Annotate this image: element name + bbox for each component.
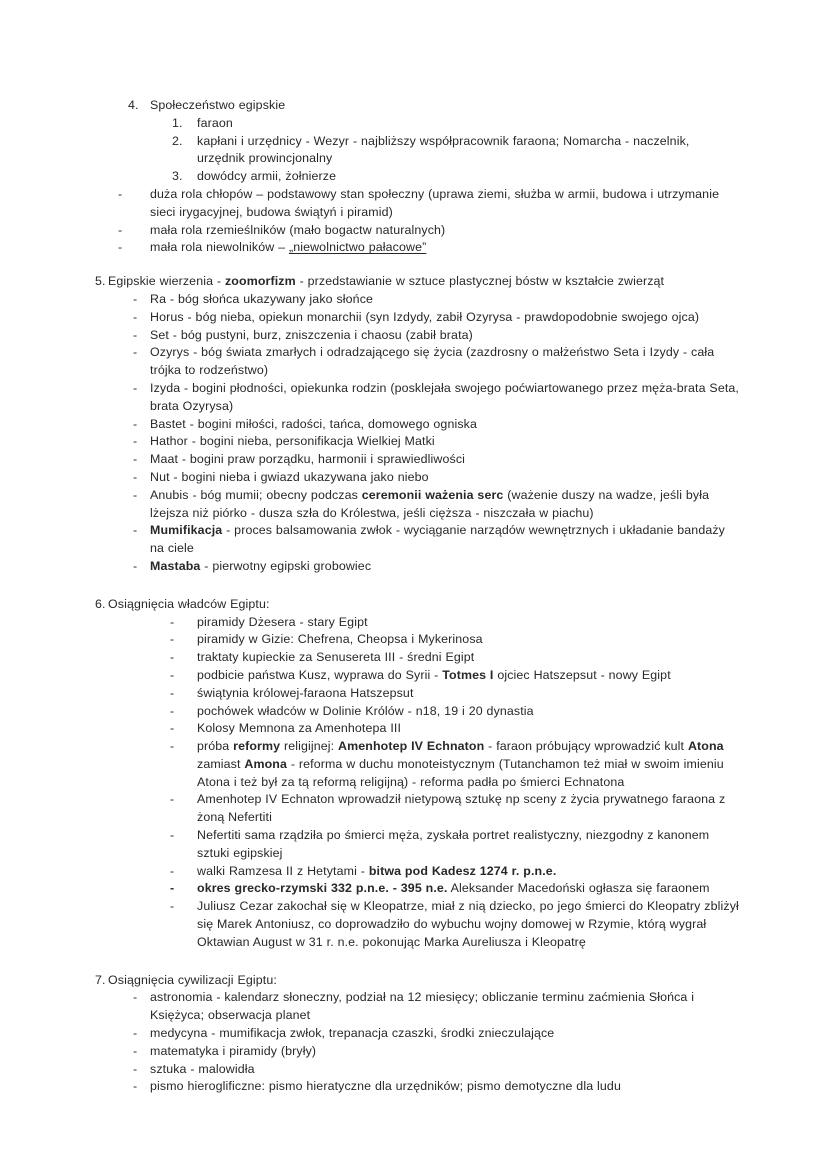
plain-text: - przedstawianie w sztuce plastycznej bóstw w kształcie zwierząt [295, 274, 665, 289]
list-item [0, 827, 828, 863]
list-item-text [197, 667, 740, 685]
plain-text: walki Ramzesa II z Hetytami - [197, 863, 369, 878]
heading-text [108, 273, 740, 291]
list-item [0, 487, 828, 523]
list-item-text: pochówek władców w Dolinie Królów - n18, 19 i 20 dynastia [197, 703, 534, 718]
dash-marker: - [133, 434, 138, 449]
dash-marker: - [133, 291, 138, 306]
section-6 [0, 596, 828, 952]
list-item-text: piramidy w Gizie: Chefrena, Cheopsa i Mykerinosa [197, 632, 483, 647]
dash-marker: - [133, 469, 138, 484]
list-item [0, 1078, 828, 1096]
bold-text: Amenhotep IV Echnaton [338, 739, 485, 754]
list-item [0, 222, 828, 240]
list-item-text: Maat - bogini praw porządku, harmonii i sprawiedliwości [150, 452, 466, 467]
plain-text: mała rola niewolników – [150, 240, 289, 255]
list-item [0, 989, 828, 1025]
list-item-text: Izyda - bogini płodności, opiekunka rodzin (posklejała swojego poćwiartowanego przez męża-brata Seta, brata Ozyrysa) [150, 380, 739, 413]
list-item-text: Amenhotep IV Echnaton wprowadził nietypową sztukę np sceny z życia prywatnego faraona z żoną Nefertiti [197, 792, 726, 825]
plain-text: Aleksander Macedoński ogłasza się faraonem [447, 881, 710, 896]
list-item [0, 649, 828, 667]
list-item-text: medycyna - mumifikacja zwłok, trepanacja czaszki, środki znieczulające [150, 1026, 555, 1041]
list-item [0, 631, 828, 649]
section-7-heading [0, 972, 828, 990]
document-body [0, 97, 828, 1096]
plain-text: (ważenie duszy na wadze, jeśli była lżejsza niż piórko - dusza szła do Królestwa, jeśli cięższa - niszczała w piachu) [150, 487, 710, 520]
list-item [0, 186, 828, 222]
underlined-text: „niewolnictwo pałacowe” [288, 240, 427, 255]
list-item-text [150, 487, 740, 523]
dash-marker: - [118, 240, 123, 255]
list-item-text: pismo hieroglificzne: pismo hieratyczne dla urzędników; pismo demotyczne dla ludu [150, 1079, 621, 1094]
section-5 [0, 273, 828, 576]
bold-text: Atona [687, 739, 724, 754]
list-marker: 6. [95, 596, 106, 611]
list-item [0, 558, 828, 576]
list-item-text: świątynia królowej-faraona Hatszepsut [197, 685, 414, 700]
list-item [0, 791, 828, 827]
list-item [0, 327, 828, 345]
dash-marker: - [133, 452, 138, 467]
bold-text: reformy [233, 739, 281, 754]
dash-marker: - [170, 632, 175, 647]
list-item-text: astronomia - kalendarz słoneczny, podział na 12 miesięcy; obliczanie terminu zaćmienia Słońca i Księżyca; obserwacja planet [150, 990, 695, 1023]
bold-text: ceremonii ważenia serc [361, 487, 504, 502]
list-item [0, 416, 828, 434]
dash-marker: - [170, 667, 175, 682]
section-spacer [0, 257, 828, 273]
list-item [0, 309, 828, 327]
list-item [0, 898, 828, 951]
plain-text: Anubis - bóg mumii; obecny podczas [150, 487, 362, 502]
list-marker: 1. [172, 115, 183, 130]
section-6-heading [0, 596, 828, 614]
list-item-text: traktaty kupieckie za Senusereta III - średni Egipt [197, 650, 475, 665]
dash-marker: - [170, 739, 175, 754]
dash-marker: - [170, 650, 175, 665]
dash-marker: - [133, 558, 138, 573]
bold-text: Totmes I [442, 667, 494, 682]
list-item [0, 738, 828, 791]
bold-text: zoomorfizm [224, 274, 296, 289]
list-item-text: dowódcy armii, żołnierze [197, 169, 337, 184]
list-item [0, 115, 828, 133]
dash-marker: - [133, 327, 138, 342]
section-4 [0, 97, 828, 257]
dash-marker: - [170, 703, 175, 718]
list-item-text: duża rola chłopów – podstawowy stan społeczny (uprawa ziemi, służba w armii, budowa i utrzymanie sieci irygacyjnej, budowa świątyń i piramid) [150, 186, 720, 219]
dash-marker: - [133, 1026, 138, 1041]
list-item-text [150, 239, 740, 257]
plain-text: Egipskie wierzenia - [108, 274, 225, 289]
list-item-text: Horus - bóg nieba, opiekun monarchii (syn Izdydy, zabił Ozyrysa - prawdopodobnie swojego ojca) [150, 309, 700, 324]
list-item [0, 433, 828, 451]
dash-marker: - [170, 828, 175, 843]
list-item-text: Nefertiti sama rządziła po śmierci męża, zyskała portret realistyczny, niezgodny z kanonem sztuki egipskiej [197, 828, 710, 860]
list-item-text: kapłani i urzędnicy - Wezyr - najbliższy współpracownik faraona; Nomarcha - naczelnik, urzędnik prowincjonalny [197, 133, 690, 166]
list-item [0, 720, 828, 738]
heading-text: Osiągnięcia cywilizacji Egiptu: [108, 972, 277, 987]
dash-marker: - [170, 881, 175, 896]
list-item-text: Kolosy Memnona za Amenhotepa III [197, 721, 402, 736]
list-item [0, 344, 828, 380]
list-item [0, 703, 828, 721]
plain-text: religijnej: [280, 739, 339, 754]
dash-marker: - [133, 309, 138, 324]
list-item-text: Nut - bogini nieba i gwiazd ukazywana jako niebo [150, 469, 429, 484]
heading-text: Społeczeństwo egipskie [150, 98, 286, 112]
list-item [0, 239, 828, 257]
list-item [0, 685, 828, 703]
list-item [0, 133, 828, 169]
section-spacer [0, 576, 828, 596]
list-item [0, 469, 828, 487]
list-item-text: Ra - bóg słońca ukazywany jako słońce [150, 291, 374, 306]
dash-marker: - [133, 380, 138, 395]
list-marker: 5. [95, 274, 106, 289]
list-item [0, 1025, 828, 1043]
list-item-text [197, 738, 740, 791]
dash-marker: - [133, 1079, 138, 1094]
dash-marker: - [133, 990, 138, 1005]
list-item [0, 1043, 828, 1061]
list-item [0, 667, 828, 685]
bold-text: okres grecko-rzymski 332 p.n.e. - 395 n.e. [197, 881, 448, 896]
list-item-text: Set - bóg pustyni, burz, zniszczenia i chaosu (zabił brata) [150, 327, 473, 342]
list-item-text [197, 880, 740, 898]
list-item [0, 522, 828, 558]
dash-marker: - [133, 345, 138, 360]
bold-text: Amona [244, 756, 287, 771]
plain-text: ojciec Hatszepsut - nowy Egipt [493, 667, 671, 682]
dash-marker: - [170, 863, 175, 878]
list-item [0, 291, 828, 309]
list-item [0, 451, 828, 469]
dash-marker: - [170, 792, 175, 807]
dash-marker: - [118, 186, 123, 201]
list-marker: 2. [172, 133, 183, 148]
dash-marker: - [133, 523, 138, 538]
dash-marker: - [133, 487, 138, 502]
dash-marker: - [133, 1061, 138, 1076]
list-item [0, 614, 828, 632]
dash-marker: - [170, 721, 175, 736]
list-item-text: mała rola rzemieślników (mało bogactw naturalnych) [150, 222, 446, 237]
dash-marker: - [170, 685, 175, 700]
bold-text: Mastaba [150, 558, 201, 573]
list-item [0, 863, 828, 881]
dash-marker: - [170, 614, 175, 629]
list-item-text [197, 863, 740, 881]
list-item [0, 1061, 828, 1079]
plain-text: próba [197, 739, 234, 754]
list-item-text [150, 522, 740, 558]
section-spacer [0, 952, 828, 972]
dash-marker: - [133, 416, 138, 431]
list-item [0, 168, 828, 186]
list-item-text: sztuka - malowidła [150, 1061, 255, 1076]
plain-text: - proces balsamowania zwłok - wyciąganie narządów wewnętrznych i układanie bandaży na ciele [150, 523, 725, 556]
section-5-heading [0, 273, 828, 291]
plain-text: - pierwotny egipski grobowiec [200, 558, 372, 573]
plain-text: - reforma w duchu monoteistycznym (Tutanchamon też miał w swoim imieniu Atona i też był za tą reformą religijną) - reforma padła po śmierci Echnatona [197, 756, 724, 789]
list-item-text: faraon [197, 115, 233, 130]
list-item-text: Ozyrys - bóg świata zmarłych i odradzającego się życia (zazdrosny o małżeństwo Seta i Izydy - cała trójka to rodzeństwo) [150, 345, 715, 378]
plain-text: podbicie państwa Kusz, wyprawa do Syrii - [197, 667, 443, 682]
list-marker: 7. [95, 972, 106, 987]
list-item-text: Hathor - bogini nieba, personifikacja Wielkiej Matki [150, 434, 435, 449]
dash-marker: - [133, 1043, 138, 1058]
plain-text: - faraon próbujący wprowadzić kult [484, 739, 688, 754]
bold-text: bitwa pod Kadesz 1274 r. p.n.e. [368, 863, 557, 878]
list-item-text: Bastet - bogini miłości, radości, tańca, domowego ogniska [150, 416, 477, 431]
bold-text: Mumifikacja [150, 523, 223, 538]
list-marker: 3. [172, 169, 183, 184]
list-item-text [150, 558, 740, 576]
list-item-text: matematyka i piramidy (bryły) [150, 1043, 317, 1058]
section-7 [0, 972, 828, 1097]
dash-marker: - [170, 899, 175, 914]
plain-text: zamiast [197, 756, 245, 771]
dash-marker: - [118, 222, 123, 237]
section-4-heading [0, 97, 828, 115]
heading-text: Osiągnięcia władców Egiptu: [108, 596, 270, 611]
list-item [0, 880, 828, 898]
list-item-text: piramidy Dżesera - stary Egipt [197, 614, 368, 629]
list-item [0, 380, 828, 416]
list-marker: 4. [128, 98, 139, 112]
list-item-text: Juliusz Cezar zakochał się w Kleopatrze, miał z nią dziecko, po jego śmierci do Kleopatry zbliżył się Marek Antoniusz, co doprowadziło do wybuchu wojny domowej w Rzymie, którą wygrał Oktawian August w 31 r. n.e. pokonując Marka Aureliusza i Kleopatrę [197, 899, 739, 949]
